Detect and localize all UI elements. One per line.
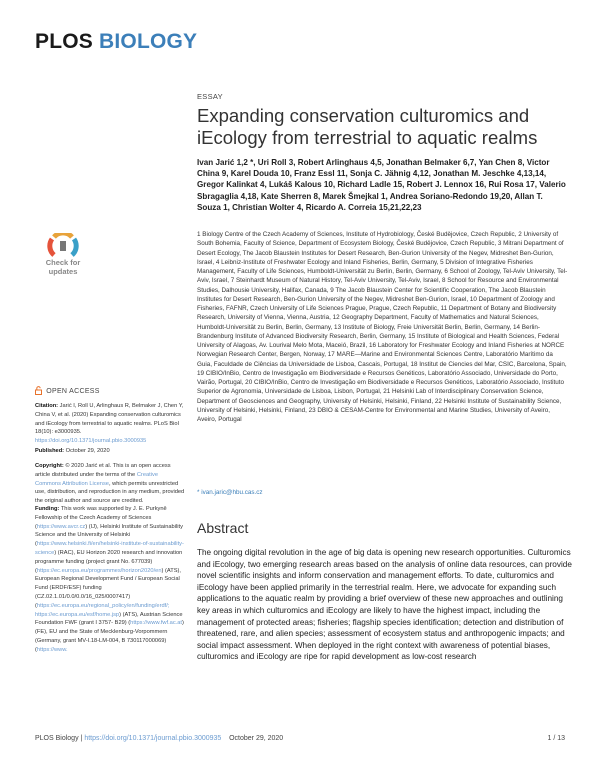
check-for-updates-label[interactable] (36, 259, 90, 276)
footer-date: October 29, 2020 (229, 735, 284, 742)
funding-text: ) (RAC), EU Horizon 2020 research and innovation programme funding (project grant No. 677039) ( (35, 549, 183, 574)
funding-link[interactable]: https://ec.europa.eu/regional_policy/en/funding/erdf/; https://ec.europa.eu/esf/home.jsp (35, 602, 170, 618)
published-date: October 29, 2020 (65, 448, 110, 454)
open-access-text: OPEN ACCESS (46, 388, 100, 395)
funding-link[interactable]: https://ec.europa.eu/programmes/horizon2020/en (36, 567, 162, 574)
funding-link[interactable]: https://www.helsinki.fi/en/helsinki-institute-of-sustainability-science (35, 541, 184, 556)
copyright-block (35, 462, 185, 506)
cc-license-link[interactable]: Creative Commons Attribution License (35, 471, 158, 487)
funding-label: Funding: (35, 506, 60, 512)
abstract-text: The ongoing digital revolution in the age of big data is opening new research opportunities. Culturomics and iEcology, two emerging research areas based on the analysis of online data resources, can provide novel scientific insights and inform conservation and management efforts. To date, culturomics and iEcology have been applied primarily in the terrestrial realm. Here, we advocate for expanding such applications to the aquatic realm by providing a brief overview of these new approaches and outlining key areas in which culturomics and iEcology are likely to have the highest impact, including the management of protected areas; fisheries; flagship species identification; detection and distribution of threatened, rare, and alien species; assessment of ecosystem status and anthropogenic impacts; and social impact assessment. When deployed in the right context with awareness of potential biases, culturomics and iEcology are ripe for rapid development as low-cost research (197, 548, 572, 662)
citation-label: Citation: (35, 403, 59, 409)
journal-logo (35, 30, 197, 54)
citation-text: Jarić I, Roll U, Arlinghaus R, Belmaker J, Chen Y, China V, et al. (2020) Expanding conservation culturomics and iEcology from terrestrial to aquatic realms. PLoS Biol 18(10): e3000935. (35, 403, 184, 436)
open-access-label (35, 386, 100, 395)
author-list: Ivan Jarić 1,2 *, Uri Roll 3, Robert Arlinghaus 4,5, Jonathan Belmaker 6,7, Yan Chen 8, Victor China 9, Karel Douda 10, Franz Essl 11, Sonja C. Jähnig 4,12, Jonathan M. Jeschke 4,13,14, Gregor Kalinkat 4, Lukáš Kalous 10, Richard Ladle 15, Robert J. Lennox 16, Rui Rosa 17, Valerio Sbragaglia 4,18, Kate Sherren 8, Marek Šmejkal 1, Andrea Soriano-Redondo 19,20, Allan T. Souza 1, Christian Wolter 4, Ricardo A. Correia 15,21,22,23 (197, 158, 566, 212)
abstract-heading: Abstract (197, 520, 249, 536)
copyright-label: Copyright: (35, 463, 64, 469)
article-title: Expanding conservation culturomics and iEcology from terrestrial to aquatic realms (197, 105, 538, 148)
journal-name-biology: BIOLOGY (99, 30, 198, 53)
funding-text: ) (ATS), European Regional Development Fund / European Social Fund (ERDF/ESF) funding (CZ.02.1.01/0.0/0.0/16_025/0007417) ( (35, 567, 181, 609)
citation-block (35, 402, 185, 446)
footer-journal: PLOS Biology (35, 735, 79, 742)
funding-text: ) (FE), EU and the State of Mecklenburg-Vorpommern (Germany, grant MV-I.18-LM-004, B 730117000069) ( (35, 620, 184, 653)
page-number: 1 / 13 (547, 735, 565, 742)
badge-line-2: updates (48, 266, 78, 276)
badge-line-1: Check for (45, 258, 81, 267)
funding-link[interactable]: https://www. (36, 646, 68, 653)
funding-link[interactable]: https://www.fwf.ac.at (130, 620, 182, 627)
copyright-text-1: © 2020 Jarić et al. This is an open access article distributed under the terms of the (35, 463, 171, 478)
open-lock-icon (35, 386, 42, 395)
page-footer (35, 735, 565, 742)
published-label: Published: (35, 448, 65, 454)
journal-name-plos: PLOS (35, 30, 93, 53)
citation-doi-link[interactable]: https://doi.org/10.1371/journal.pbio.3000935 (35, 438, 147, 445)
funding-link[interactable]: https://www.avcr.cz (36, 523, 86, 530)
funding-text: This work was supported by J. E. Purkyně Fellowship of the Czech Academy of Sciences ( (35, 506, 167, 530)
funding-block (35, 505, 185, 655)
footer-doi-link[interactable]: https://doi.org/10.1371/journal.pbio.3000935 (84, 735, 222, 742)
published-block (35, 447, 185, 456)
footer-separator: | (80, 735, 83, 742)
funding-text: ) (IJ), Helsinki Institute of Sustainability Science and the University of Helsinki ( (35, 523, 183, 548)
funding-text: ) (ATS), Austrian Science Foundation FWF (grant I 3757- B29) ( (35, 611, 183, 627)
affiliations: 1 Biology Centre of the Czech Academy of Sciences, Institute of Hydrobiology, České Budějovice, Czech Republic, 2 University of South Bohemia, Faculty of Science, Department of Ecosystem Biology, České Budějovice, Czech Republic, 3 Mitrani Department of Desert Ecology, The Jacob Blaustein Institutes for Desert Research, Ben-Gurion University of the Negev, Midreshet Ben-Gurion, Israel, 4 Leibniz-Institute of Freshwater Ecology and Inland Fisheries, Berlin, Germany, 5 Division of Integrative Fisheries Management, Faculty of Life Sciences, Humboldt-Universität zu Berlin, Berlin, Germany, 6 School of Zoology, Tel-Aviv University, Tel-Aviv, Israel, 7 Steinhardt Museum of Natural History, Tel-Aviv University, Tel-Aviv, Israel, 8 School for Resource and Environmental Studies, Dalhousie University, Halifax, Canada, 9 The Jacob Blaustein Center for Scientific Cooperation, The Jacob Blaustein Institutes for Desert Research, Ben-Gurion University of the Negev, Midreshet Ben-Gurion, Israel, 10 Department of Zoology and Fisheries, FAFNR, Czech University of Life Sciences Prague, Prague, Czech Republic, 11 Department of Botany and Biodiversity Research, University of Vienna, Vienna, Austria, 12 Geography Department, Faculty of Mathematics and Natural Sciences, Humboldt-Universität zu Berlin, Berlin, Germany, 13 Institute of Biology, Freie Universität Berlin, Berlin, Germany, 14 Berlin-Brandenburg Institute of Advanced Biodiversity Research, Berlin, Germany, 15 Institute of Biological and Health Sciences, Federal University of Alagoas, Av. Lourival Melo Mota, Maceió, Brazil, 16 Laboratory for Freshwater Ecology and Inland Fisheries at NORCE Norwegian Research Center, Bergen, Norway, 17 MARE—Marine and Environmental Sciences Centre, Laboratório Marítimo da Guia, Faculdade de Ciências da Universidade de Lisboa, Cascais, Portugal, 18 Institut de Ciencies del Mar, CSIC, Barcelona, Spain, 19 CIBIO/InBio, Centro de Investigação em Biodiversidade e Recursos Genéticos, Laboratório Associado, Universidade do Porto, Vairão, Portugal, 20 CIBIO/InBio, Centro de Investigação em Biodiversidade e Recursos Genéticos, Laboratório Associado, Instituto Superior de Agronomia, Universidade de Lisboa, Lisbon, Portugal, 21 Helsinki Lab of Interdisciplinary Conservation Science, Department of Geosciences and Geography, University of Helsinki, Helsinki, Finland, 22 Helsinki Institute of Sustainability Science, University of Helsinki, Helsinki, Finland, 23 DBIO & CESAM-Centre for Environmental and Marine Studies, University of Aveiro, Aveiro, Portugal (197, 231, 568, 423)
corresponding-email[interactable]: * ivan.jaric@hbu.cas.cz (197, 489, 263, 496)
copyright-text-2: , which permits unrestricted use, distribution, and reproduction in any medium, provided the original author and source are credited. (35, 480, 185, 505)
article-type: ESSAY (197, 92, 223, 101)
